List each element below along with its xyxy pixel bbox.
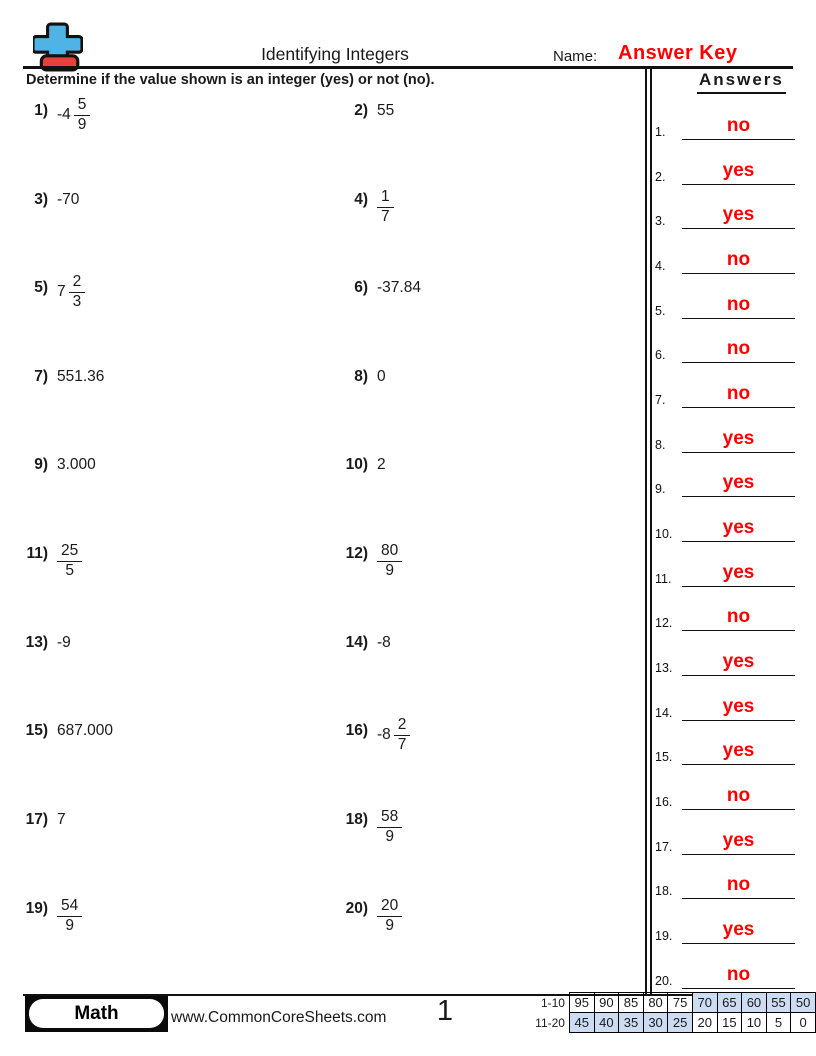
problem-9	[16, 456, 96, 474]
score-cell: 50	[791, 993, 816, 1013]
answer-row-11	[652, 557, 795, 587]
answers-title: Answers	[697, 70, 786, 94]
problem-16	[336, 716, 410, 753]
page-number: 1	[436, 995, 454, 1027]
score-cell: 0	[791, 1013, 816, 1033]
answer-row-4	[652, 244, 795, 274]
problem-2	[336, 102, 394, 120]
answer-number: 17.	[655, 840, 673, 854]
score-cell: 45	[569, 1013, 594, 1033]
answer-number: 3.	[655, 214, 666, 228]
fraction	[377, 543, 402, 579]
score-row-1-10	[529, 993, 816, 1013]
fraction	[57, 543, 82, 579]
answer-row-6	[652, 333, 795, 363]
answer-number: 20.	[655, 974, 673, 988]
problem-value: -8	[377, 634, 391, 651]
fraction-denominator: 7	[381, 207, 390, 225]
problem-number: 18)	[345, 811, 368, 828]
problem-value: 551.36	[57, 368, 105, 385]
answer-row-14	[652, 691, 795, 721]
answer-value: yes	[722, 919, 755, 940]
fraction-numerator: 80	[377, 543, 402, 562]
problem-value	[377, 717, 410, 753]
problem-number: 15)	[25, 722, 48, 739]
answer-number: 11.	[655, 572, 672, 586]
problem-3	[16, 191, 79, 209]
answer-number: 14.	[655, 706, 673, 720]
problem-number: 2)	[354, 102, 368, 119]
answer-line	[682, 318, 795, 319]
score-table	[529, 992, 816, 1033]
answer-number: 10.	[655, 527, 673, 541]
score-cell: 10	[742, 1013, 767, 1033]
answer-value: yes	[722, 517, 755, 538]
answer-value: no	[726, 249, 751, 270]
problem-number: 16)	[345, 722, 368, 739]
problem-value: 3.000	[57, 456, 96, 473]
score-cell: 70	[692, 993, 717, 1013]
answer-line	[682, 988, 795, 989]
answer-number: 15.	[655, 750, 673, 764]
answer-value: yes	[722, 472, 755, 493]
answer-line	[682, 764, 795, 765]
problem-11	[16, 542, 82, 579]
problem-number: 11)	[26, 545, 48, 562]
answer-line	[682, 184, 795, 185]
problem-5	[16, 273, 85, 310]
fraction-denominator: 9	[65, 916, 74, 934]
problem-number: 7)	[34, 368, 48, 385]
answer-line	[682, 675, 795, 676]
score-cell: 80	[643, 993, 668, 1013]
score-row-label: 1-10	[540, 995, 565, 1010]
fraction-numerator: 1	[377, 189, 394, 208]
answer-row-17	[652, 825, 795, 855]
answer-number: 8.	[655, 438, 666, 452]
answer-line	[682, 720, 795, 721]
answer-line	[682, 228, 795, 229]
problem-value: 0	[377, 368, 386, 385]
problem-number: 19)	[25, 900, 48, 917]
answer-number: 13.	[655, 661, 673, 675]
answer-value: yes	[722, 740, 755, 761]
answer-number: 5.	[655, 304, 666, 318]
score-cell: 40	[594, 1013, 619, 1033]
problem-value: -70	[57, 191, 80, 208]
answer-line	[682, 541, 795, 542]
answer-row-20	[652, 959, 795, 989]
whole-number: -8	[377, 726, 391, 744]
fraction	[57, 898, 82, 934]
score-cell: 5	[766, 1013, 791, 1033]
answer-value: no	[726, 294, 751, 315]
answer-value: no	[726, 606, 751, 627]
fraction	[377, 809, 402, 845]
answer-number: 9.	[655, 482, 666, 496]
answer-value: yes	[722, 830, 755, 851]
answer-row-8	[652, 423, 795, 453]
problem-1	[16, 96, 90, 133]
answer-number: 1.	[655, 125, 666, 139]
problem-number: 3)	[34, 191, 48, 208]
answer-value: yes	[722, 651, 755, 672]
fraction-numerator: 20	[377, 898, 402, 917]
answer-row-10	[652, 512, 795, 542]
problem-number: 9)	[34, 456, 48, 473]
answer-line	[682, 586, 795, 587]
score-cell: 15	[717, 1013, 742, 1033]
fraction-denominator: 9	[385, 561, 394, 579]
problem-number: 14)	[345, 634, 368, 651]
answer-line	[682, 854, 795, 855]
instruction-text: Determine if the value shown is an integer (yes) or not (no).	[26, 72, 435, 88]
answer-line	[682, 362, 795, 363]
fraction-denominator: 9	[385, 827, 394, 845]
score-cell: 90	[594, 993, 619, 1013]
answer-value: yes	[722, 696, 755, 717]
problem-10	[336, 456, 386, 474]
answer-value: no	[726, 785, 751, 806]
answer-number: 7.	[655, 393, 666, 407]
fraction-denominator: 9	[385, 916, 394, 934]
subject-badge	[25, 996, 168, 1032]
answer-value: yes	[722, 160, 755, 181]
fraction-denominator: 9	[77, 115, 87, 133]
fraction-numerator: 25	[57, 543, 82, 562]
fraction-numerator: 54	[57, 898, 82, 917]
answer-row-5	[652, 289, 795, 319]
problem-number: 4)	[354, 191, 368, 208]
problem-value: 55	[377, 102, 395, 119]
answer-value: yes	[722, 428, 755, 449]
problem-number: 1)	[34, 102, 48, 119]
answer-value: no	[726, 874, 751, 895]
problem-17	[16, 811, 66, 829]
answer-value: yes	[722, 562, 755, 583]
answer-row-7	[652, 378, 795, 408]
fraction-numerator: 58	[377, 809, 402, 828]
score-cell: 20	[692, 1013, 717, 1033]
problem-20	[336, 897, 402, 934]
answer-line	[682, 898, 795, 899]
problem-13	[16, 634, 71, 652]
answer-line	[682, 809, 795, 810]
fraction	[377, 898, 402, 934]
answer-line	[682, 630, 795, 631]
score-cell: 35	[619, 1013, 644, 1033]
problem-number: 6)	[354, 279, 368, 296]
answer-number: 6.	[655, 348, 666, 362]
answer-value: yes	[722, 204, 755, 225]
score-cell: 65	[717, 993, 742, 1013]
problem-8	[336, 368, 386, 386]
fraction-numerator: 2	[394, 717, 411, 736]
fraction	[74, 97, 91, 133]
problem-value: 687.000	[57, 722, 114, 739]
problem-number: 5)	[34, 279, 48, 296]
score-cell: 95	[569, 993, 594, 1013]
problem-number: 10)	[345, 456, 368, 473]
plus-minus-logo-icon	[33, 22, 83, 72]
score-cell: 55	[766, 993, 791, 1013]
problem-value: 7	[57, 811, 66, 828]
problem-value	[57, 274, 85, 310]
answer-value: no	[726, 338, 751, 359]
answer-value: no	[726, 964, 751, 985]
answer-row-16	[652, 780, 795, 810]
answer-number: 12.	[655, 616, 673, 630]
problem-number: 8)	[354, 368, 368, 385]
score-cell: 75	[668, 993, 693, 1013]
fraction-denominator: 5	[65, 561, 74, 579]
fraction-numerator: 2	[69, 274, 86, 293]
problem-19	[16, 897, 82, 934]
answer-row-12	[652, 601, 795, 631]
name-label: Name:	[553, 48, 598, 65]
problem-value: -37.84	[377, 279, 421, 296]
score-row-11-20	[529, 1013, 816, 1033]
fraction-denominator: 3	[72, 292, 82, 310]
answer-row-13	[652, 646, 795, 676]
problem-number: 17)	[25, 811, 48, 828]
problem-number: 13)	[25, 634, 48, 651]
score-cell: 30	[643, 1013, 668, 1033]
problem-number: 12)	[345, 545, 368, 562]
score-cell: 85	[619, 993, 644, 1013]
problem-6	[336, 279, 421, 297]
problem-number: 20)	[345, 900, 368, 917]
answer-key-value: Answer Key	[618, 42, 738, 64]
answer-row-1	[652, 110, 795, 140]
answer-number: 19.	[655, 929, 673, 943]
answer-line	[682, 273, 795, 274]
problem-12	[336, 542, 402, 579]
answer-row-18	[652, 869, 795, 899]
answer-row-9	[652, 467, 795, 497]
fraction	[69, 274, 86, 310]
score-row-label: 11-20	[535, 1015, 565, 1030]
answer-value: no	[726, 115, 751, 136]
fraction	[394, 717, 411, 753]
website-text: www.CommonCoreSheets.com	[171, 1009, 387, 1026]
score-cell: 60	[742, 993, 767, 1013]
answers-divider	[645, 69, 652, 994]
answer-line	[682, 407, 795, 408]
page-title: Identifying Integers	[261, 44, 409, 64]
fraction	[377, 189, 394, 225]
subject-badge-label: Math	[29, 999, 164, 1028]
answer-line	[682, 943, 795, 944]
problem-value: -9	[57, 634, 71, 651]
answer-number: 16.	[655, 795, 673, 809]
answer-line	[682, 496, 795, 497]
answer-row-15	[652, 735, 795, 765]
answer-line	[682, 139, 795, 140]
answer-row-19	[652, 914, 795, 944]
problem-14	[336, 634, 391, 652]
problem-4	[336, 188, 394, 225]
header-rule	[23, 66, 793, 69]
answer-number: 4.	[655, 259, 666, 273]
problem-15	[16, 722, 113, 740]
problem-value	[57, 97, 90, 133]
answer-row-3	[652, 199, 795, 229]
fraction-numerator: 5	[74, 97, 91, 116]
fraction-denominator: 7	[397, 735, 407, 753]
answer-number: 2.	[655, 170, 666, 184]
whole-number: 7	[57, 283, 66, 301]
answer-row-2	[652, 155, 795, 185]
answer-number: 18.	[655, 884, 673, 898]
whole-number: -4	[57, 106, 71, 124]
problem-7	[16, 368, 104, 386]
answer-value: no	[726, 383, 751, 404]
score-cell: 25	[668, 1013, 693, 1033]
problem-18	[336, 808, 402, 845]
problem-value: 2	[377, 456, 386, 473]
answer-line	[682, 452, 795, 453]
